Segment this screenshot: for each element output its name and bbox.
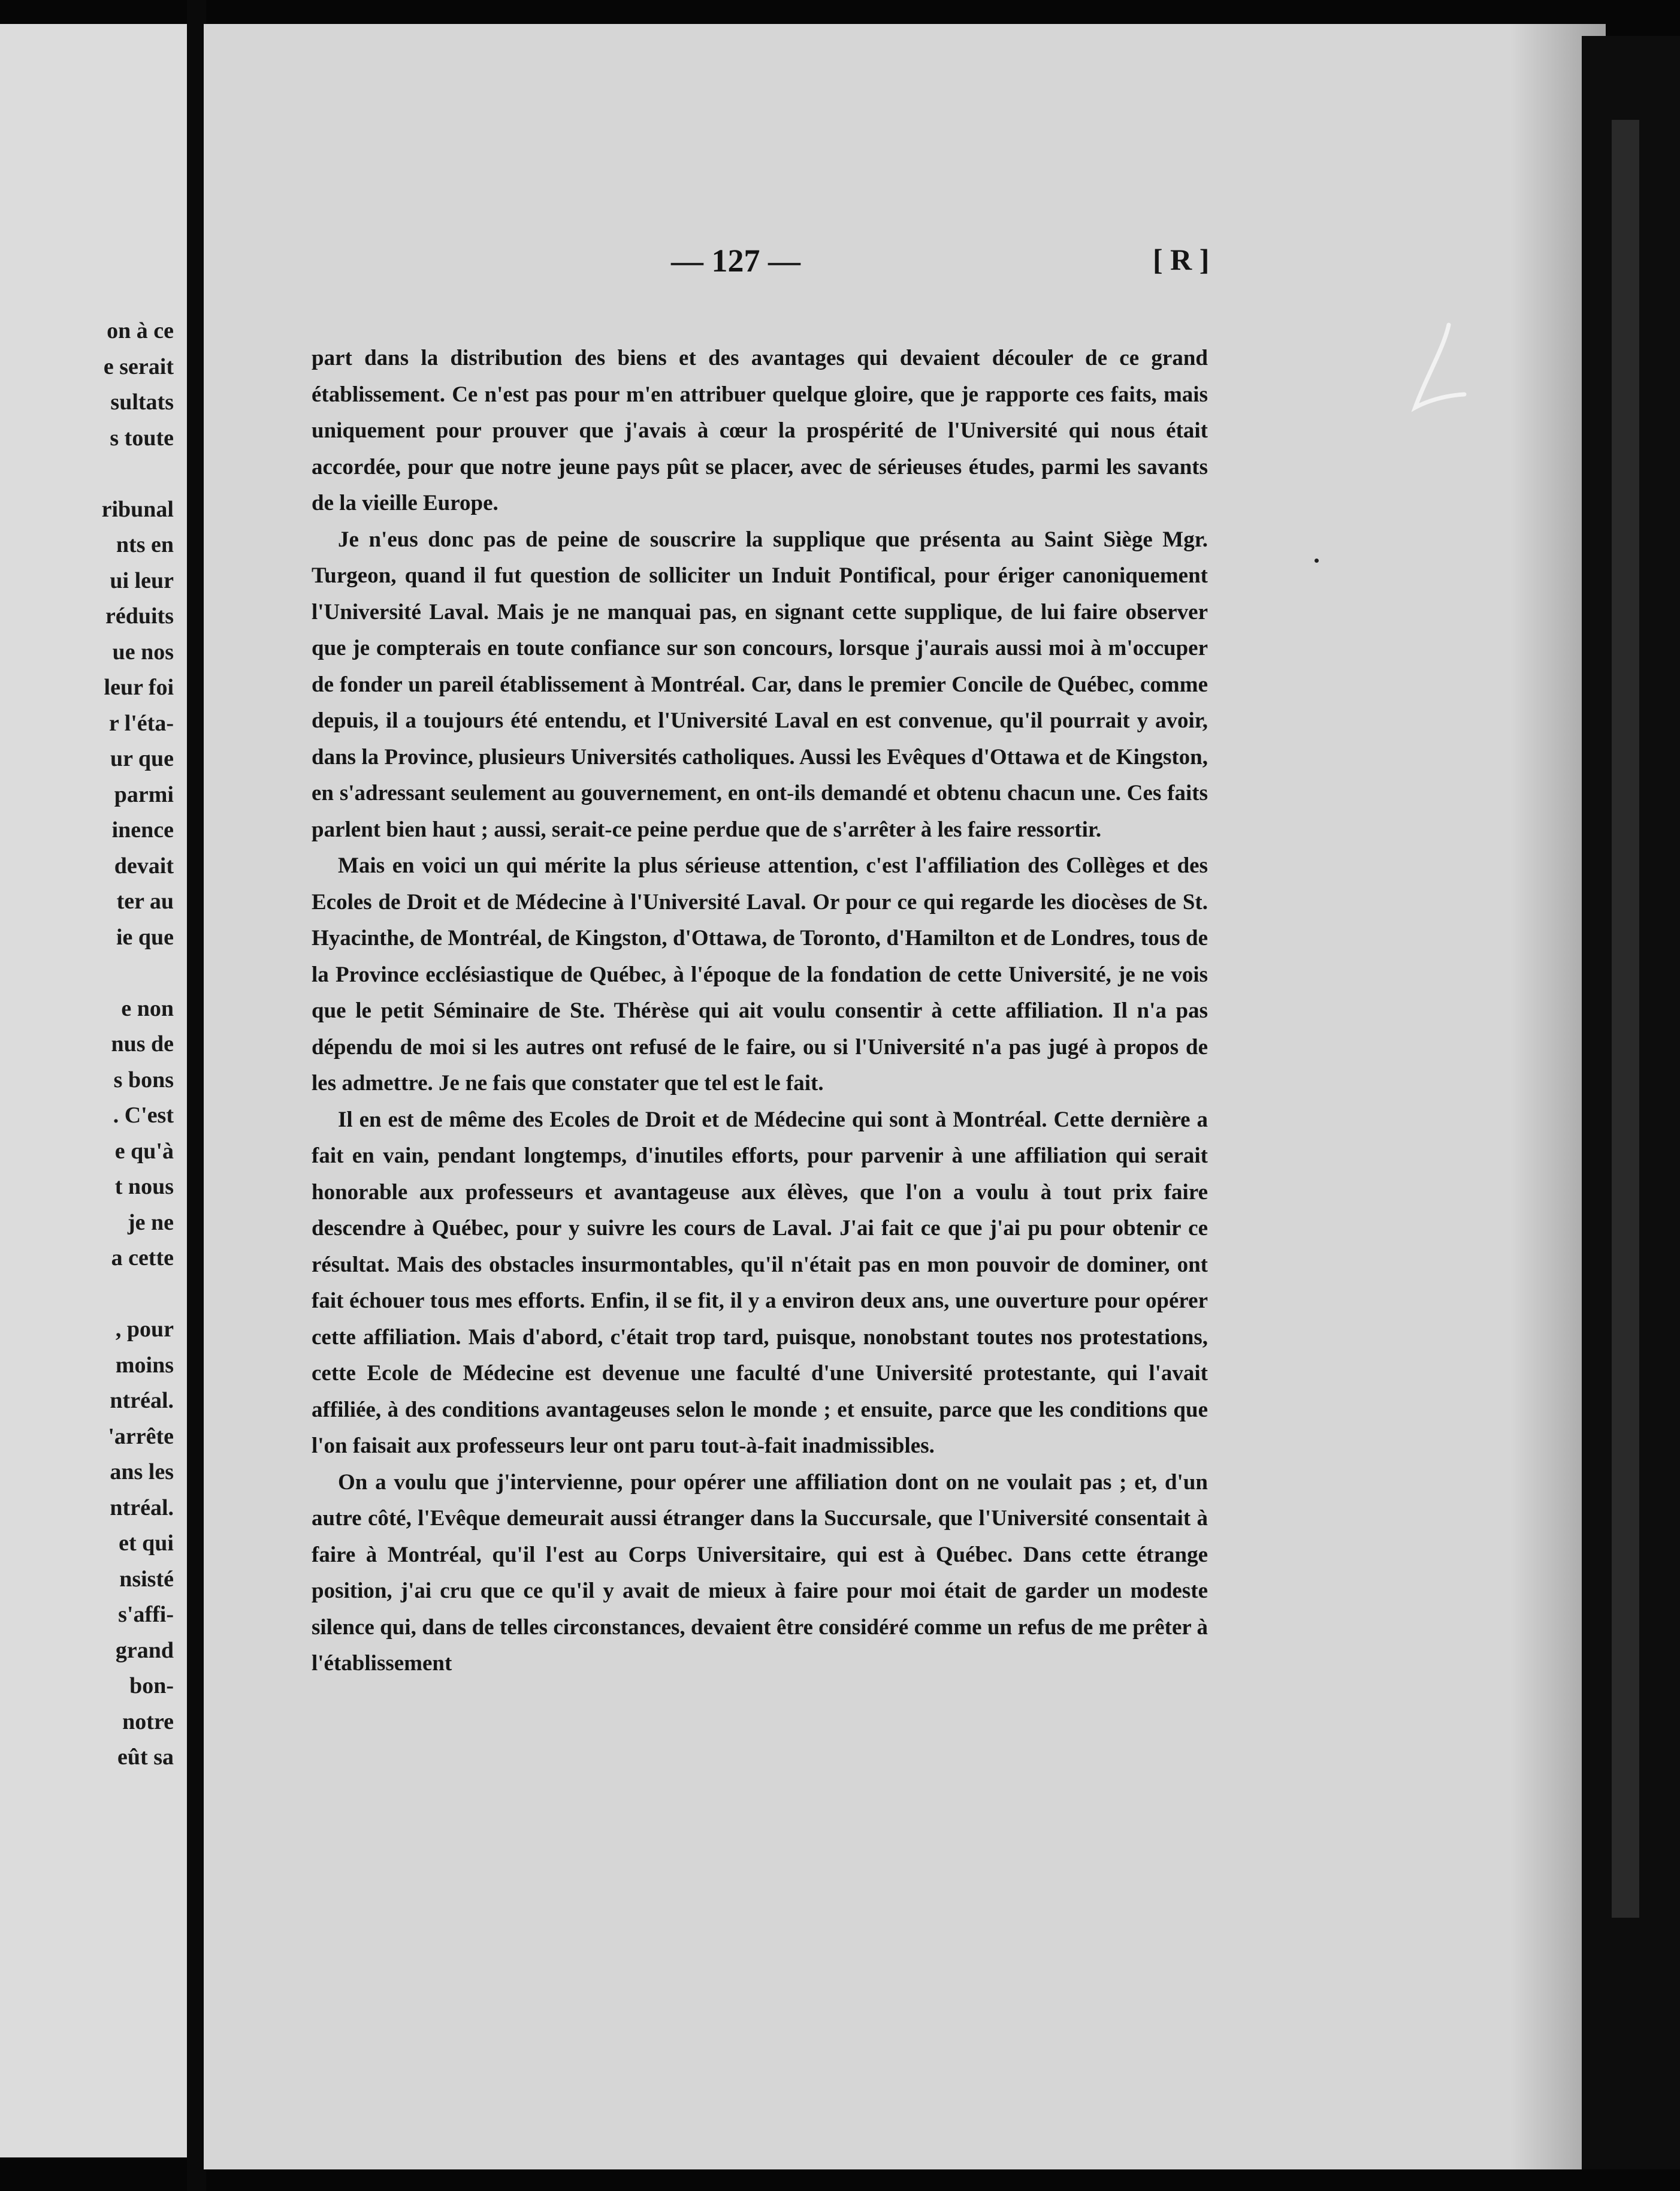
previous-page-line: réduits (105, 603, 174, 629)
previous-page-line: ter au (116, 889, 174, 914)
previous-page-line: on à ce (107, 318, 174, 343)
previous-page-line: sultats (110, 390, 174, 415)
previous-page-line: t nous (114, 1174, 174, 1199)
signature-mark: [ R ] (1153, 243, 1210, 276)
previous-page-line: parmi (114, 781, 174, 807)
previous-page-fragment (0, 24, 187, 2157)
previous-page-line: bon- (129, 1673, 174, 1698)
page (204, 24, 1606, 2169)
previous-page-line: ie que (116, 924, 174, 950)
previous-page-line: s'affi- (118, 1602, 174, 1627)
previous-page-line: s bons (113, 1067, 174, 1093)
previous-page-line: nsisté (119, 1566, 174, 1592)
previous-page-line: 'arrête (108, 1423, 174, 1449)
ink-speck (1315, 559, 1319, 563)
previous-page-line: nus de (111, 1031, 174, 1057)
previous-page-line: nts en (116, 532, 174, 557)
page-stack-edge (1612, 120, 1639, 1918)
previous-page-line: eût sa (117, 1745, 174, 1770)
paragraph: Mais en voici un qui mérite la plus sérieuse attention, c'est l'affiliation des Collèges et des Ecoles de Droit et de Médecine à l'Université Laval. Or pour ce qui regarde les diocèses de St. Hyacinthe, de Montréal, de Kingston, d'Ottawa, de Toronto, d'Hamilton et de Londres, tous de la Province ecclésiastique de Québec, à l'époque de la fondation de cette Université, je ne vois que le petit Séminaire de Ste. Thérèse qui ait voulu consentir à cette affiliation. Il n'a pas dépendu de moi si les autres ont refusé de le faire, ou si l'Université n'a pas jugé à propos de les admettre. Je ne fais que constater que tel est le fait. (312, 853, 1208, 1096)
page-number: — 127 — (671, 243, 800, 279)
previous-page-line: grand (115, 1637, 174, 1663)
paragraph: Je n'eus donc pas de peine de souscrire la supplique que présenta au Saint Siège Mgr. Turgeon, quand il fut question de solliciter un Induit Pontifical, pour ériger canoniquement l'Université Laval. Mais je ne manquai pas, en signant cette supplique, de lui faire observer que je compterais en toute confiance sur son concours, lorsque j'aurais aussi moi à m'occuper de fonder un pareil établissement à Montréal. Car, dans le premier Concile de Québec, comme depuis, il a toujours été entendu, et l'Université Laval en est convenue, qu'il pourrait y avoir, dans la Province, plusieurs Universités catholiques. Aussi les Evêques d'Ottawa et de Kingston, en s'adressant seulement au gouvernement, en ont-ils demandé et obtenu chacun une. Ces faits parlent bien haut ; aussi, serait-ce peine perdue que de s'arrêter à les faire ressortir. (312, 527, 1208, 842)
handwritten-margin-mark (1402, 318, 1474, 420)
paragraph: Il en est de même des Ecoles de Droit et de Médecine qui sont à Montréal. Cette dernière a fait en vain, pendant longtemps, d'inutiles efforts, pour parvenir à une affiliation qui serait honorable aux professeurs et avantageuse aux élèves, que l'on a voulu à tout prix faire descendre à Québec, pour y suivre les cours de Laval. J'ai fait ce que j'ai pu pour obtenir ce résultat. Mais des obstacles insurmontables, qu'il n'était pas en mon pouvoir de dominer, ont fait échouer tous mes efforts. Enfin, il se fit, il y a environ deux ans, une ouverture pour opérer cette affiliation. Mais d'abord, c'était trop tard, puisque, nonobstant toutes nos protestations, cette Ecole de Médecine est devenue une faculté d'une Université protestante, qui l'avait affiliée, à des conditions avantageuses selon le monde ; et ensuite, parce que les conditions que l'on faisait aux professeurs leur ont paru tout-à-fait inadmissibles. (312, 1107, 1208, 1458)
previous-page-line: a cette (111, 1245, 174, 1270)
previous-page-line: . C'est (113, 1103, 174, 1128)
previous-page-line: je ne (127, 1209, 174, 1235)
previous-page-line: e qu'à (114, 1138, 174, 1164)
previous-page-line: ntréal. (110, 1495, 174, 1520)
previous-page-line: e non (121, 995, 174, 1021)
previous-page-line: leur foi (104, 675, 174, 700)
previous-page-line: notre (122, 1709, 174, 1734)
previous-page-line: r l'éta- (109, 710, 174, 736)
previous-page-line: s toute (110, 425, 174, 451)
previous-page-line: e serait (103, 354, 174, 379)
body-text (312, 340, 1208, 1682)
previous-page-line: moins (115, 1352, 174, 1378)
previous-page-line: ans les (110, 1459, 174, 1484)
previous-page-line: ntréal. (110, 1388, 174, 1413)
previous-page-line: ui leur (110, 568, 174, 593)
paragraph: part dans la distribution des biens et des avantages qui devaient découler de ce grand établissement. Ce n'est pas pour m'en attribuer quelque gloire, que je rapporte ces faits, mais uniquement pour prouver que j'avais à cœur la prospérité de l'Université qui nous était accordée, pour que notre jeune pays pût se placer, avec de sérieuses études, parmi les savants de la vieille Europe. (312, 346, 1208, 515)
previous-page-line: et qui (119, 1531, 174, 1556)
paragraph: On a voulu que j'intervienne, pour opérer une affiliation dont on ne voulait pas ; et, d'un autre côté, l'Evêque demeurait aussi étranger dans la Succursale, que l'Université consentait à faire à Montréal, qu'il l'est au Corps Universitaire, qui est à Québec. Dans cette étrange position, j'ai cru que ce qu'il y avait de mieux à faire pour moi était de garder un modeste silence qui, dans de telles circonstances, devaient être considéré comme un refus de me prêter à l'établissement (312, 1469, 1208, 1676)
previous-page-line: , pour (115, 1317, 174, 1342)
previous-page-line: ur que (110, 746, 174, 771)
previous-page-line: inence (111, 817, 174, 843)
previous-page-line: ue nos (112, 639, 174, 665)
right-page-edge (1582, 36, 1680, 2169)
previous-page-line: ribunal (101, 496, 174, 522)
page-header (204, 242, 1606, 284)
previous-page-line: devait (114, 853, 174, 879)
